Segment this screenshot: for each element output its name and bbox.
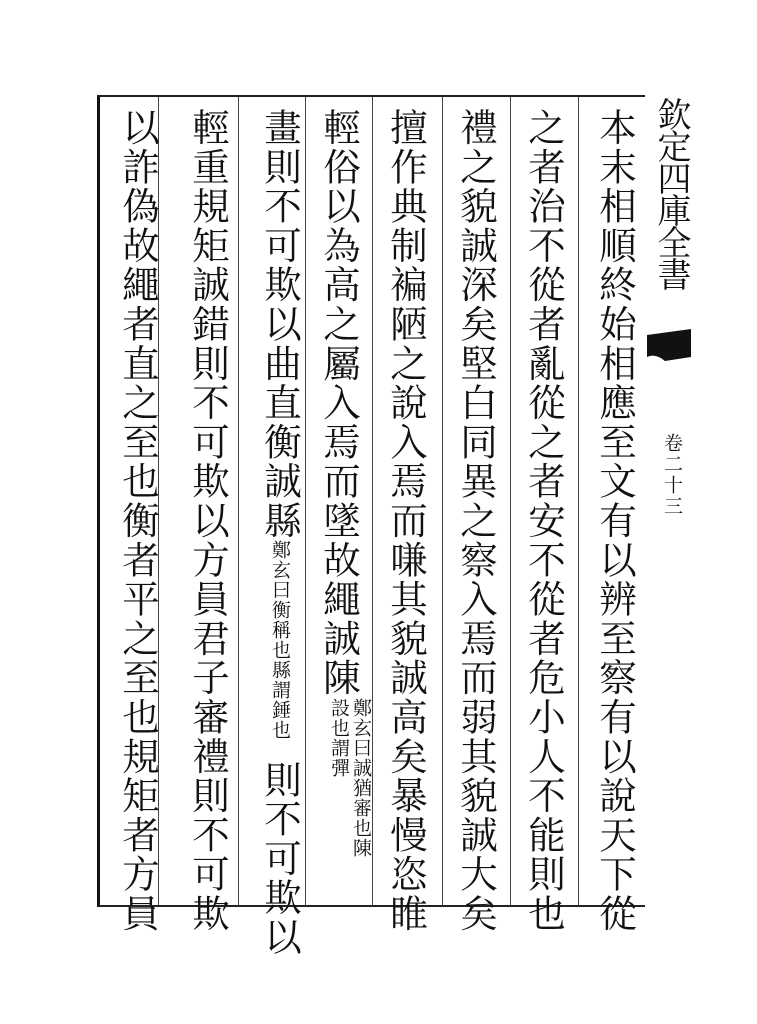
- text-column: 之者治不從者亂從之者安不從者危小人不能則也: [522, 108, 566, 934]
- text-column: 以詐偽故繩者直之至也衡者平之至也規矩者方員: [116, 108, 160, 934]
- column-rule: [305, 97, 306, 905]
- text-column: 擅作典制褊陋之說入焉而嗛其貌誠高矣暴慢恣睢: [384, 108, 428, 934]
- text-column: [308, 108, 372, 898]
- page-edge-margin: [645, 95, 693, 907]
- column-rule: [238, 97, 239, 905]
- edge-title: 欽定四庫全書: [651, 97, 691, 289]
- edge-juan-number: 卷二十三: [661, 433, 683, 517]
- column-rule: [372, 97, 373, 905]
- fishtail-mark-icon: [645, 327, 693, 367]
- column-rule: [578, 97, 579, 905]
- text-column: [242, 108, 302, 957]
- text-column: 禮之貌誠深矣堅白同異之察入焉而弱其貌誠大矣: [454, 108, 498, 934]
- commentary-note: 鄭玄曰誠猶審也陳設也謂彈: [328, 697, 372, 858]
- text-column: 本末相順終始相應至文有以辨至察有以說天下從: [593, 108, 637, 934]
- column-rule: [442, 97, 443, 905]
- commentary-note: 鄭玄曰衡稱也縣謂錘也: [269, 540, 291, 741]
- main-text: 畫則不可欺以曲直衡誠縣: [258, 108, 302, 541]
- main-text: 輕俗以為高之屬入焉而墜故繩誠陳: [317, 108, 361, 698]
- text-column: 輕重規矩誠錯則不可欺以方員君子審禮則不可欺: [186, 108, 230, 934]
- main-text: 則不可欺以: [258, 760, 302, 957]
- column-rule: [510, 97, 511, 905]
